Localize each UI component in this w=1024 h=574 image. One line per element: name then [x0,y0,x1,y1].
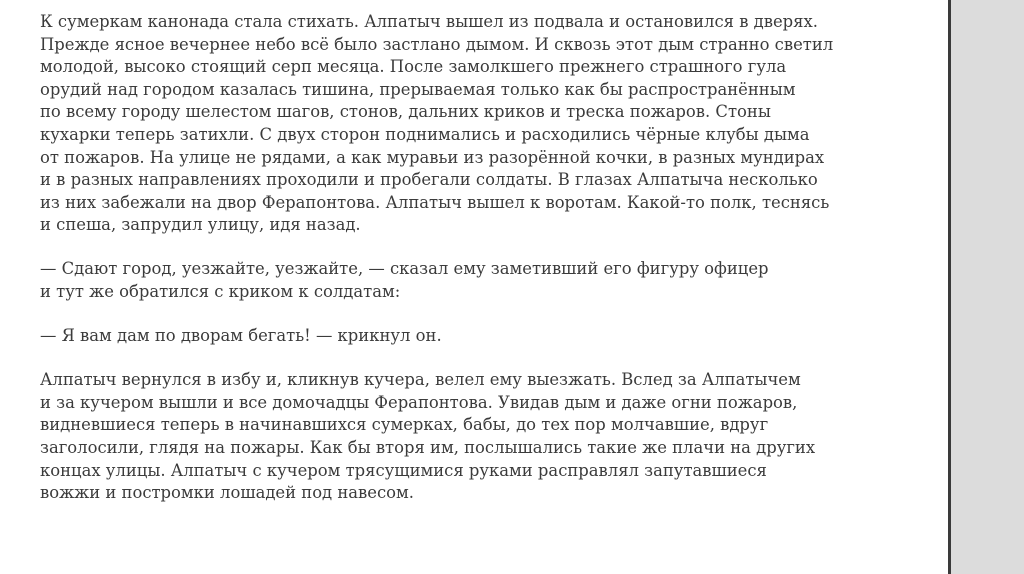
text-line: и за кучером вышли и все домочадцы Ферапонтова. Увидав дым и даже огни пожаров, [40,392,798,412]
text-line: и тут же обратился с криком к солдатам: [40,282,401,302]
paragraph-spacer [40,348,920,370]
text-line: молодой, высоко стоящий серп месяца. После замолкшего прежнего страшного гула [40,57,787,77]
text-line: и спеша, запрудил улицу, идя назад. [40,215,361,235]
text-line: орудий над городом казалась тишина, прерываемая только как бы распространённым [40,79,796,99]
text-line: из них забежали на двор Ферапонтова. Алпатыч вышел к воротам. Какой-то полк, теснясь [40,192,830,212]
side-panel [951,0,1024,574]
text-line: видневшиеся теперь в начинавшихся сумерках, бабы, до тех пор молчавшие, вдруг [40,415,769,435]
text-line: — Сдают город, уезжайте, уезжайте, — сказал ему заметивший его фигуру офицер [40,259,769,279]
text-line: заголосили, глядя на пожары. Как бы вторя им, послышались такие же плачи на других [40,438,816,457]
paragraph-3 [40,325,920,348]
text-block [40,11,920,505]
paragraph-4 [40,369,920,505]
text-line: кухарки теперь затихли. С двух сторон поднимались и расходились чёрные клубы дыма [40,124,810,144]
paragraph-2 [40,258,920,303]
text-line: — Я вам дам по дворам бегать! — крикнул он. [40,326,442,346]
text-line: и в разных направлениях проходили и пробегали солдаты. В глазах Алпатыча несколько [40,170,818,190]
text-line: вожжи и постромки лошадей под навесом. [40,483,414,503]
paragraph-spacer [40,237,920,259]
paragraph-1 [40,11,920,237]
text-line: концах улицы. Алпатыч с кучером трясущимися руками расправлял запутавшиеся [40,460,767,480]
text-line: К сумеркам канонада стала стихать. Алпатыч вышел из подвала и остановился в дверях. [40,12,818,31]
text-line: Прежде ясное вечернее небо всё было застлано дымом. И сквозь этот дым странно светил [40,34,834,54]
paragraph-spacer [40,304,920,326]
text-line: по всему городу шелестом шагов, стонов, дальних криков и треска пожаров. Стоны [40,102,771,122]
text-line: от пожаров. На улице не рядами, а как муравьи из разорённой кочки, в разных мундирах [40,147,825,167]
text-line: Алпатыч вернулся в избу и, кликнув кучера, велел ему выезжать. Вслед за Алпатычем [40,370,801,390]
